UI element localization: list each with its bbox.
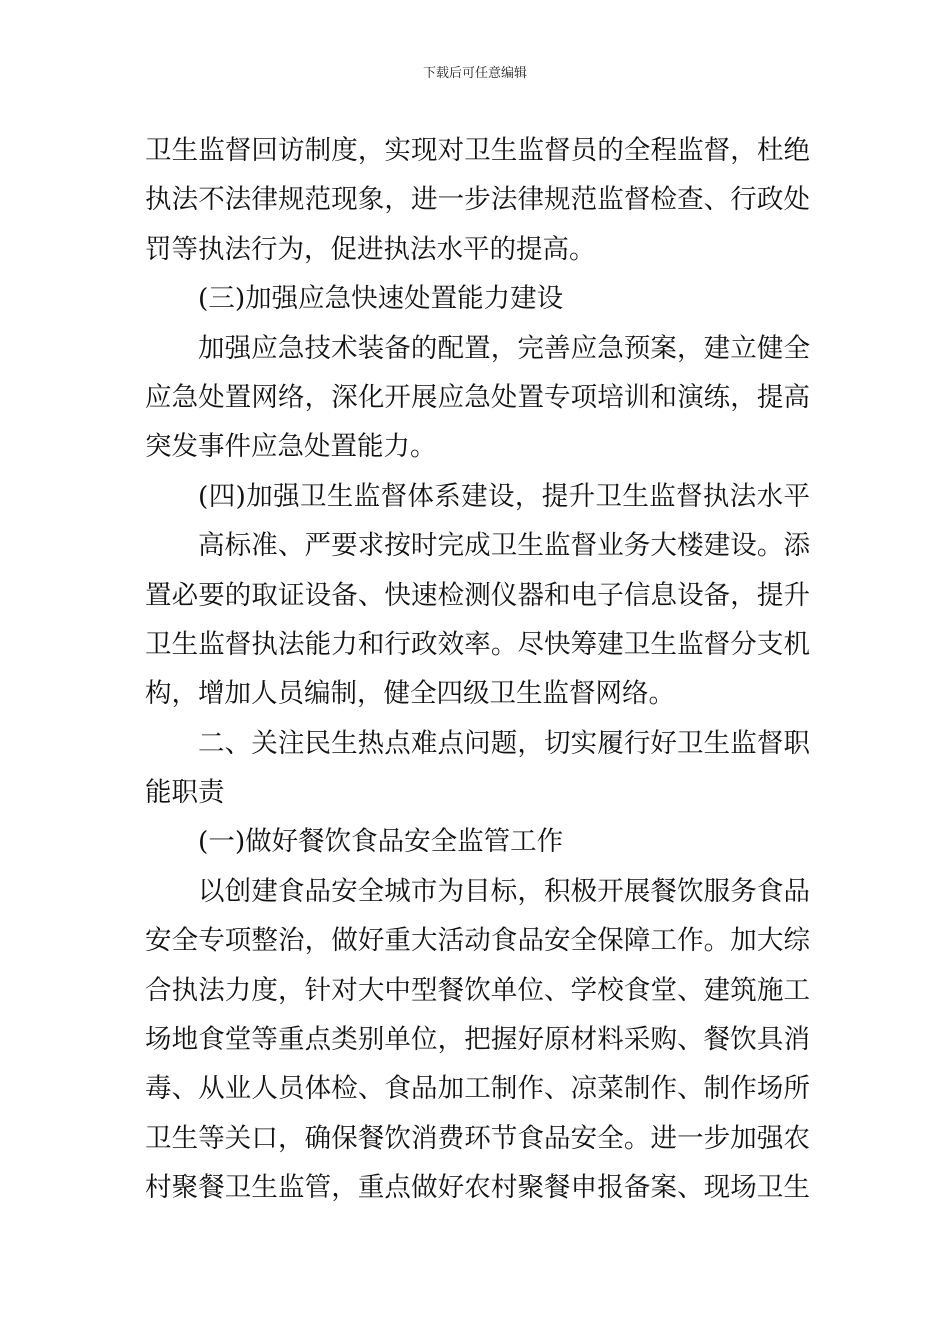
body-line: 村聚餐卫生监管，重点做好农村聚餐申报备案、现场卫生 (145, 1172, 810, 1204)
body-line: 应急处置网络，深化开展应急处置专项培训和演练，提高 (145, 381, 810, 413)
body-line: 卫生监督执法能力和行政效率。尽快筹建卫生监督分支机 (145, 628, 810, 660)
page-header: 下载后可任意编辑 (422, 66, 527, 81)
body-line: 卫生等关口，确保餐饮消费环节食品安全。进一步加强农 (145, 1122, 810, 1154)
body-line: 执法不法律规范现象，进一步法律规范监督检查、行政处 (145, 184, 810, 216)
section-heading: (一)做好餐饮食品安全监管工作 (198, 826, 564, 858)
body-line: 场地食堂等重点类别单位，把握好原材料采购、餐饮具消 (145, 1024, 810, 1056)
section-heading: (三)加强应急快速处置能力建设 (198, 283, 564, 315)
body-line: 以创建食品安全城市为目标，积极开展餐饮服务食品 (198, 875, 810, 907)
section-heading: 能职责 (145, 777, 225, 809)
body-line: 置必要的取证设备、快速检测仪器和电子信息设备，提升 (145, 579, 810, 611)
body-line: 加强应急技术装备的配置，完善应急预案，建立健全 (198, 332, 810, 364)
document-body (145, 126, 810, 1213)
body-line: 突发事件应急处置能力。 (145, 431, 437, 463)
section-heading: (四)加强卫生监督体系建设，提升卫生监督执法水平 (198, 480, 810, 512)
body-line: 卫生监督回访制度，实现对卫生监督员的全程监督，杜绝 (145, 135, 810, 166)
body-line: 高标准、严要求按时完成卫生监督业务大楼建设。添 (198, 530, 810, 562)
section-heading: 二、关注民生热点难点问题，切实履行好卫生监督职 (198, 727, 810, 759)
body-line: 毒、从业人员体检、食品加工制作、凉菜制作、制作场所 (145, 1073, 810, 1105)
body-line: 罚等执法行为，促进执法水平的提高。 (145, 233, 596, 265)
body-line: 安全专项整治，做好重大活动食品安全保障工作。加大综 (145, 925, 810, 957)
body-line: 合执法力度，针对大中型餐饮单位、学校食堂、建筑施工 (145, 974, 810, 1006)
body-line: 构，增加人员编制，健全四级卫生监督网络。 (145, 678, 675, 710)
